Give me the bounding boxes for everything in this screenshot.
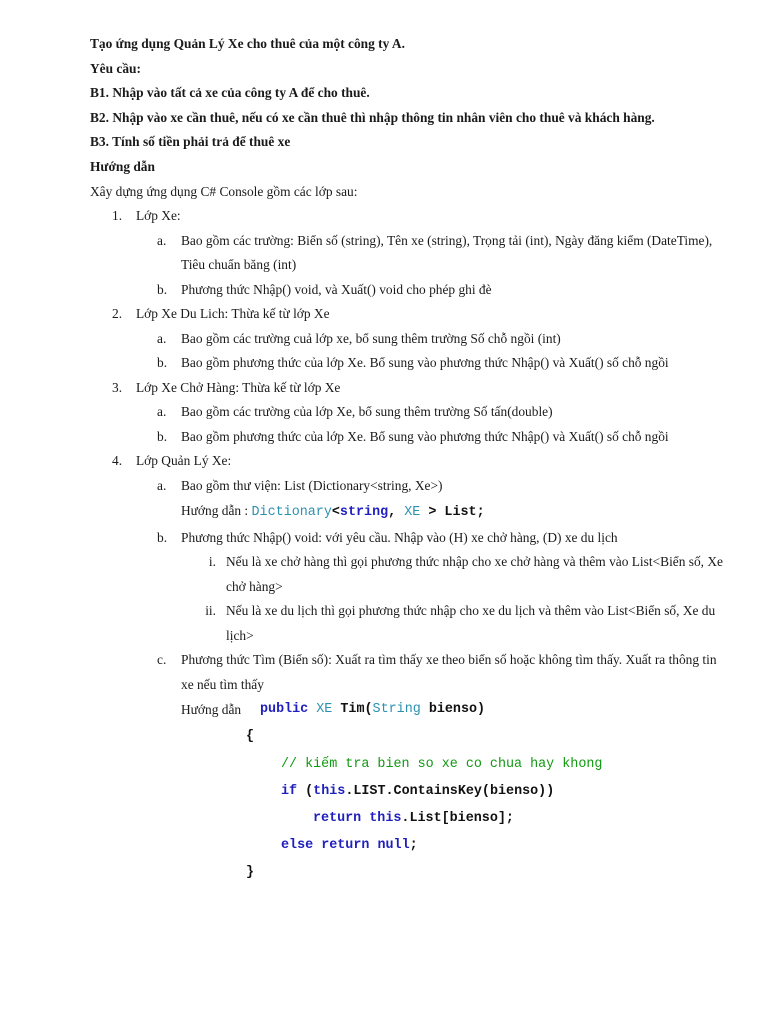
code-type-string-param: String — [372, 702, 421, 717]
class-4-number: 4. — [112, 453, 123, 468]
class-4-sub-i-line-2: chở hàng> — [226, 579, 283, 594]
code-keyword-this: this — [313, 784, 346, 799]
class-4-c-mark: c. — [157, 652, 167, 667]
code-close-brace: } — [246, 865, 255, 880]
code-type-xe-return: XE — [316, 702, 333, 717]
code-param-name: bienso) — [428, 702, 486, 717]
class-4-a-mark: a. — [157, 478, 167, 493]
class-2-a-line: Bao gồm các trường cuả lớp xe, bổ sung thêm trường Số chỗ ngồi (int) — [181, 331, 561, 346]
code-else-line — [281, 836, 418, 856]
dictionary-guide — [181, 501, 485, 523]
step-3: B3. Tính số tiền phải trả để thuê xe — [90, 134, 291, 149]
step-2: B2. Nhập vào xe cần thuê, nếu có xe cần thuê thì nhập thông tin nhân viên cho thuê và khách hàng. — [90, 110, 655, 125]
code-if-line — [281, 782, 554, 802]
class-4-sub-i-line-1: Nếu là xe chở hàng thì gọi phương thức nhập cho xe chở hàng và thêm vào List<Biển số, Xe — [226, 554, 723, 569]
class-2-b-line: Bao gồm phương thức của lớp Xe. Bổ sung vào phương thức Nhập() và Xuất() số chỗ ngồi — [181, 355, 669, 370]
class-4-c-line-2: xe nếu tìm thấy — [181, 677, 264, 692]
dictionary-guide-label: Hướng dẫn : — [181, 503, 249, 518]
class-4-sub-ii-mark: ii. — [205, 603, 216, 618]
tim-guide-label: Hướng dẫn — [181, 702, 242, 717]
doc-title: Tạo ứng dụng Quản Lý Xe cho thuê của một công ty A. — [90, 36, 405, 51]
code-keyword-public: public — [260, 702, 309, 717]
code-lt: < — [331, 505, 340, 520]
class-3-title: Lớp Xe Chở Hàng: Thừa kế từ lớp Xe — [136, 380, 341, 395]
class-1-b-line: Phương thức Nhập() void, và Xuất() void cho phép ghi đè — [181, 282, 492, 297]
code-keyword-return: return — [313, 811, 362, 826]
class-4-b-line: Phương thức Nhập() void: với yêu cầu. Nhập vào (H) xe chở hàng, (D) xe du lịch — [181, 530, 618, 545]
class-1-a-line-1: Bao gồm các trường: Biển số (string), Tên xe (string), Trọng tải (int), Ngày đăng kiểm (DateTime), — [181, 233, 713, 248]
class-3-b-line: Bao gồm phương thức của lớp Xe. Bổ sung vào phương thức Nhập() và Xuất() số chỗ ngồi — [181, 429, 669, 444]
dictionary-code-snippet — [252, 505, 485, 520]
code-keyword-this-2: this — [369, 811, 402, 826]
class-4-sub-i-mark: i. — [208, 554, 216, 569]
code-list-decl: > List; — [428, 505, 485, 520]
code-comma: , — [388, 505, 397, 520]
code-keyword-string: string — [339, 505, 389, 520]
code-method-name: Tim( — [340, 702, 373, 717]
class-1-number: 1. — [112, 208, 123, 223]
class-2-number: 2. — [112, 306, 123, 321]
class-4-title: Lớp Quản Lý Xe: — [136, 453, 232, 468]
class-1-title: Lớp Xe: — [136, 208, 181, 223]
code-comment: // kiếm tra bien so xe co chua hay khong — [281, 757, 603, 772]
class-4-a-line: Bao gồm thư viện: List (Dictionary<string, Xe>) — [181, 478, 443, 493]
class-3-a-mark: a. — [157, 404, 167, 419]
class-3-a-line: Bao gồm các trường của lớp Xe, bổ sung thêm trường Số tấn(double) — [181, 404, 553, 419]
class-1-a-line-2: Tiêu chuẩn băng (int) — [181, 257, 297, 272]
class-3-number: 3. — [112, 380, 123, 395]
code-open-brace: { — [246, 729, 255, 744]
step-1: B1. Nhập vào tất cả xe của công ty A để cho thuê. — [90, 85, 370, 100]
class-1-a-mark: a. — [157, 233, 167, 248]
code-type-xe: XE — [404, 505, 421, 520]
class-4-c-line-1: Phương thức Tìm (Biển số): Xuất ra tìm thấy xe theo biển số hoặc không tìm thấy. Xuất ra thông tin — [181, 652, 717, 667]
code-keyword-return-2: return — [321, 838, 370, 853]
code-semicolon: ; — [409, 838, 418, 853]
class-3-b-mark: b. — [157, 429, 168, 444]
class-2-title: Lớp Xe Du Lich: Thừa kế từ lớp Xe — [136, 306, 330, 321]
class-4-b-mark: b. — [157, 530, 168, 545]
code-if-paren: ( — [305, 784, 314, 799]
code-type-dictionary: Dictionary — [251, 505, 332, 520]
class-2-b-mark: b. — [157, 355, 168, 370]
guide-heading: Hướng dẫn — [90, 159, 155, 174]
code-tim-signature — [260, 700, 485, 720]
class-4-sub-ii-line-1: Nếu là xe du lịch thì gọi phương thức nhập cho xe du lịch và thêm vào List<Biển số, Xe du — [226, 603, 716, 618]
code-return-expr: .List[bienso]; — [401, 811, 514, 826]
class-2-a-mark: a. — [157, 331, 167, 346]
requirements-heading: Yêu cầu: — [90, 61, 141, 76]
intro-text: Xây dựng ứng dụng C# Console gồm các lớp sau: — [90, 184, 358, 199]
code-if-condition: .LIST.ContainsKey(bienso)) — [345, 784, 555, 799]
code-keyword-else: else — [281, 838, 314, 853]
code-keyword-null: null — [377, 838, 410, 853]
code-keyword-if: if — [281, 784, 298, 799]
class-4-sub-ii-line-2: lịch> — [226, 628, 254, 643]
class-1-b-mark: b. — [157, 282, 168, 297]
code-return-line — [313, 809, 514, 829]
